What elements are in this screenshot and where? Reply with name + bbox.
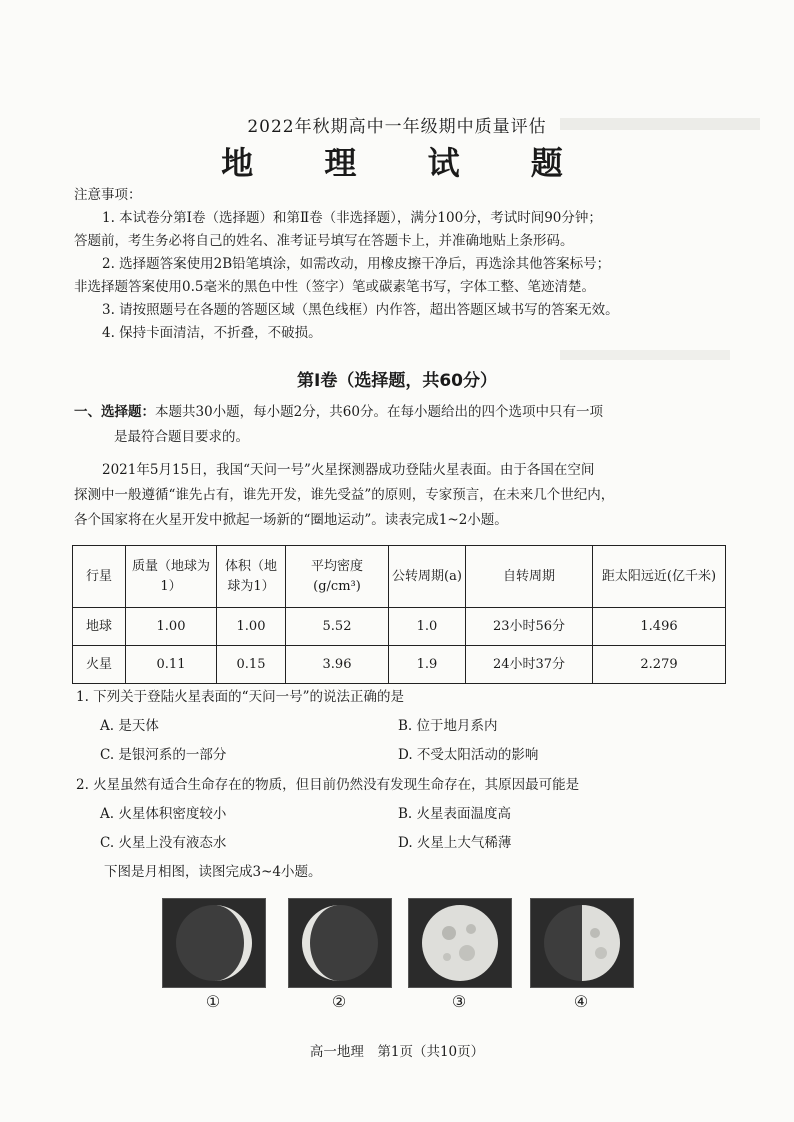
moon-label-4: ④	[573, 992, 589, 1011]
question-1-option-d: D. 不受太阳活动的影响	[398, 747, 539, 763]
notice-section	[74, 184, 734, 345]
table-cell: 0.15	[217, 646, 286, 684]
header-cell: 自转周期	[466, 546, 593, 608]
passage-line-3: 各个国家将在火星开发中掀起一场新的“圈地运动”。读表完成1~2小题。	[74, 512, 508, 528]
moon-phase-image-4	[530, 898, 634, 988]
header-cell: 平均密度(g/cm³)	[286, 546, 389, 608]
table-cell: 1.00	[126, 608, 217, 646]
table-cell: 23小时56分	[466, 608, 593, 646]
notice-heading: 注意事项：	[74, 187, 142, 203]
notice-item-1-cont: 答题前，考生务必将自己的姓名、准考证号填写在答题卡上，并准确地贴上条形码。	[74, 233, 574, 249]
table-cell: 1.00	[217, 608, 286, 646]
header-cell: 公转周期(a)	[389, 546, 466, 608]
moon-label-1: ①	[205, 992, 221, 1011]
question-2-option-b: B. 火星表面温度高	[398, 806, 512, 822]
exam-title: 2022年秋期高中一年级期中质量评估	[247, 117, 547, 137]
passage-line-1: 2021年5月15日，我国“天问一号”火星探测器成功登陆火星表面。由于各国在空间	[102, 462, 595, 478]
table-cell: 地球	[73, 608, 126, 646]
table-cell: 3.96	[286, 646, 389, 684]
moon-label-3: ③	[451, 992, 467, 1011]
instr-text: 本题共30小题，每小题2分，共60分。在每小题给出的四个选项中只有一项	[155, 404, 603, 420]
moon-label-2: ②	[331, 992, 347, 1011]
question-2-stem: 2. 火星虽然有适合生命存在的物质，但目前仍然没有发现生命存在，其原因最可能是	[76, 777, 580, 793]
table-cell: 1.496	[593, 608, 726, 646]
question-2-option-a: A. 火星体积密度较小	[100, 806, 227, 822]
header-cell: 体积（地球为1）	[217, 546, 286, 608]
table-cell: 24小时37分	[466, 646, 593, 684]
notice-item-4: 4. 保持卡面清洁，不折叠，不破损。	[102, 325, 322, 341]
table-cell: 2.279	[593, 646, 726, 684]
question-2-option-d: D. 火星上大气稀薄	[398, 835, 512, 851]
moon-phase-intro: 下图是月相图，读图完成3~4小题。	[104, 864, 322, 880]
moon-phase-image-3	[408, 898, 512, 988]
moon-phase-image-2	[288, 898, 392, 988]
table-row	[73, 608, 726, 646]
notice-item-2-cont: 非选择题答案使用0.5毫米的黑色中性（签字）笔或碳素笔书写，字体工整、笔迹清楚。	[74, 279, 595, 295]
planet-table	[72, 545, 726, 684]
question-1-option-c: C. 是银河系的一部分	[100, 747, 227, 763]
table-cell: 0.11	[126, 646, 217, 684]
table-cell: 5.52	[286, 608, 389, 646]
notice-item-3: 3. 请按照题号在各题的答题区域（黑色线框）内作答，超出答题区域书写的答案无效。	[102, 302, 619, 318]
moon-phase-image-1	[162, 898, 266, 988]
table-row	[73, 646, 726, 684]
subject-title: 地 理 试 题	[221, 144, 593, 182]
show-through-text	[560, 350, 730, 360]
table-cell: 火星	[73, 646, 126, 684]
instr-text-cont: 是最符合题目要求的。	[114, 429, 249, 445]
page-footer: 高一地理 第1页（共10页）	[309, 1044, 485, 1060]
section-title: 第Ⅰ卷（选择题，共60分）	[297, 371, 497, 391]
notice-item-2: 2. 选择题答案使用2B铅笔填涂，如需改动，用橡皮擦干净后，再选涂其他答案标号；	[102, 256, 611, 272]
passage-line-2: 探测中一般遵循“谁先占有，谁先开发，谁先受益”的原则，专家预言，在未来几个世纪内，	[74, 487, 615, 503]
table-header-row	[73, 546, 726, 608]
question-1-option-b: B. 位于地月系内	[398, 718, 498, 734]
header-cell: 质量（地球为1）	[126, 546, 217, 608]
question-2-option-c: C. 火星上没有液态水	[100, 835, 227, 851]
table-cell: 1.9	[389, 646, 466, 684]
question-1-stem: 1. 下列关于登陆火星表面的“天问一号”的说法正确的是	[76, 689, 404, 705]
header-cell: 行星	[73, 546, 126, 608]
table-cell: 1.0	[389, 608, 466, 646]
notice-item-1: 1. 本试卷分第Ⅰ卷（选择题）和第Ⅱ卷（非选择题），满分100分，考试时间90分钟；	[102, 210, 602, 226]
question-1-option-a: A. 是天体	[100, 718, 159, 734]
passage	[74, 458, 734, 533]
section-instructions	[74, 400, 734, 450]
header-cell: 距太阳远近(亿千米)	[593, 546, 726, 608]
instr-prefix: 一、选择题：	[74, 404, 155, 420]
